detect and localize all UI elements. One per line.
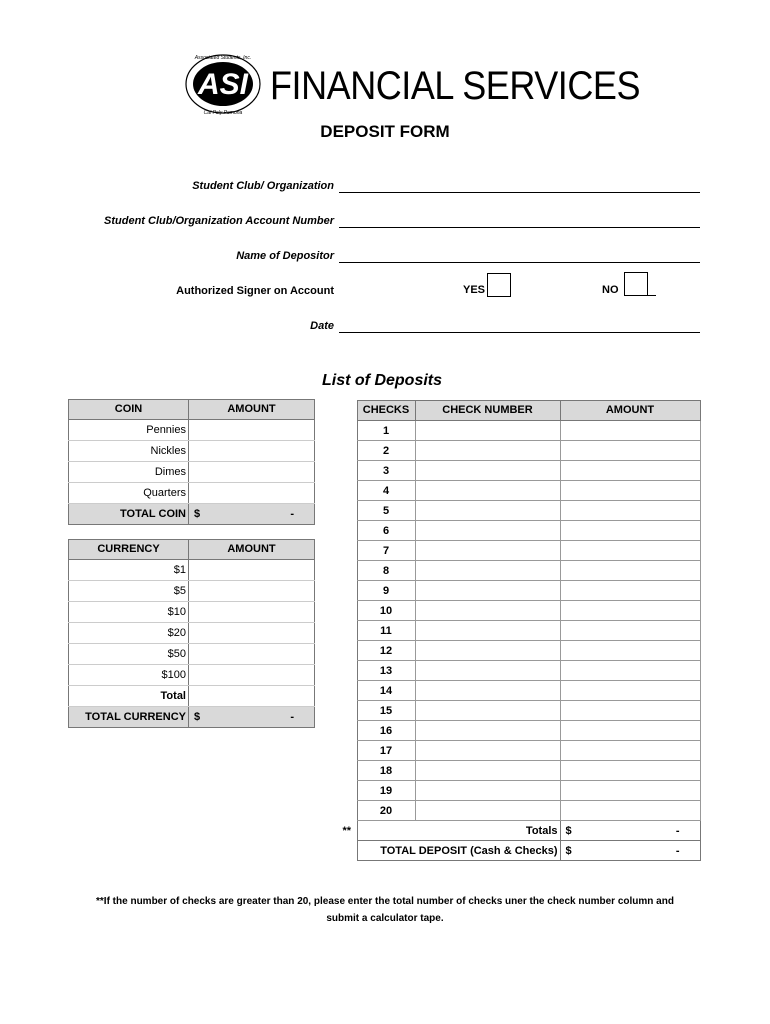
spacer-cell — [337, 481, 357, 501]
check-index: 9 — [357, 581, 415, 601]
currency-label: $1 — [69, 560, 189, 581]
spacer-cell — [337, 841, 357, 861]
footnote — [40, 893, 730, 927]
check-number-input[interactable] — [415, 421, 560, 441]
depositor-label: Name of Depositor — [236, 250, 334, 262]
spacer-cell — [337, 561, 357, 581]
check-amount-input[interactable] — [560, 441, 700, 461]
total-coin-value: - — [290, 507, 294, 520]
coin-amount-input[interactable] — [189, 420, 315, 441]
spacer-cell — [337, 741, 357, 761]
totals-cell — [560, 821, 700, 841]
check-number-input[interactable] — [415, 601, 560, 621]
table-row — [337, 581, 700, 601]
depositor-field[interactable] — [339, 262, 700, 263]
table-row — [69, 483, 315, 504]
table-row — [337, 781, 700, 801]
currency-amount-input[interactable] — [189, 686, 315, 707]
spacer-cell — [337, 801, 357, 821]
form-title: DEPOSIT FORM — [320, 122, 450, 141]
check-amount-input[interactable] — [560, 801, 700, 821]
table-row — [69, 602, 315, 623]
currency-symbol: $ — [565, 824, 572, 837]
check-number-input[interactable] — [415, 721, 560, 741]
spacer-cell — [337, 661, 357, 681]
coin-amount-input[interactable] — [189, 441, 315, 462]
total-currency-value: - — [290, 710, 294, 723]
check-number-input[interactable] — [415, 621, 560, 641]
coin-table — [68, 399, 315, 525]
no-underline — [647, 295, 656, 296]
table-row — [69, 686, 315, 707]
table-row — [337, 561, 700, 581]
check-amount-input[interactable] — [560, 761, 700, 781]
currency-symbol: $ — [194, 710, 201, 723]
spacer-cell — [337, 401, 357, 421]
spacer-cell — [337, 541, 357, 561]
currency-amount-input[interactable] — [189, 623, 315, 644]
spacer-cell — [337, 761, 357, 781]
check-index: 6 — [357, 521, 415, 541]
currency-amount-input[interactable] — [189, 665, 315, 686]
currency-symbol: $ — [565, 844, 572, 857]
check-amount-input[interactable] — [560, 541, 700, 561]
coin-label: Pennies — [69, 420, 189, 441]
no-label: NO — [602, 284, 619, 296]
check-number-input[interactable] — [415, 561, 560, 581]
check-number-input[interactable] — [415, 761, 560, 781]
currency-header-row — [69, 540, 315, 560]
check-index: 1 — [357, 421, 415, 441]
table-row — [69, 441, 315, 462]
check-number-input[interactable] — [415, 801, 560, 821]
spacer-cell — [337, 521, 357, 541]
yes-checkbox[interactable] — [487, 273, 511, 297]
check-amount-input[interactable] — [560, 681, 700, 701]
check-amount-input[interactable] — [560, 741, 700, 761]
total-coin-cell — [189, 504, 315, 525]
check-index: 7 — [357, 541, 415, 561]
spacer-cell — [337, 641, 357, 661]
check-amount-input[interactable] — [560, 501, 700, 521]
check-number-input[interactable] — [415, 641, 560, 661]
logo-text: ASI — [197, 68, 249, 101]
footnote-line-1: **If the number of checks are greater than 20, please enter the total number of checks uner the check number column and — [96, 896, 674, 907]
date-field[interactable] — [339, 332, 700, 333]
checks-header-row — [337, 401, 700, 421]
spacer-cell — [337, 441, 357, 461]
table-row — [337, 761, 700, 781]
check-index: 17 — [357, 741, 415, 761]
currency-amount-input[interactable] — [189, 644, 315, 665]
date-label: Date — [310, 320, 334, 332]
total-deposit-label: TOTAL DEPOSIT (Cash & Checks) — [357, 841, 560, 861]
spacer-cell — [337, 721, 357, 741]
table-row — [69, 623, 315, 644]
check-amount-input[interactable] — [560, 421, 700, 441]
check-index: 3 — [357, 461, 415, 481]
check-number-header: CHECK NUMBER — [415, 401, 560, 421]
yes-label: YES — [463, 284, 486, 296]
coin-amount-input[interactable] — [189, 483, 315, 504]
check-index: 19 — [357, 781, 415, 801]
check-number-input[interactable] — [415, 521, 560, 541]
check-number-input[interactable] — [415, 541, 560, 561]
check-index: 20 — [357, 801, 415, 821]
logo-ring-top: Associated Students, Inc. — [194, 55, 252, 61]
check-index: 14 — [357, 681, 415, 701]
check-number-input[interactable] — [415, 701, 560, 721]
table-row — [69, 560, 315, 581]
check-amount-input[interactable] — [560, 641, 700, 661]
check-number-input[interactable] — [415, 501, 560, 521]
check-number-input[interactable] — [415, 581, 560, 601]
check-index: 8 — [357, 561, 415, 581]
spacer-cell — [337, 421, 357, 441]
table-row — [337, 441, 700, 461]
club-field[interactable] — [339, 192, 700, 193]
check-index: 10 — [357, 601, 415, 621]
currency-amount-header: AMOUNT — [189, 540, 315, 560]
currency-label: Total — [69, 686, 189, 707]
total-deposit-cell — [560, 841, 700, 861]
authorized-signer-label: Authorized Signer on Account — [176, 285, 334, 297]
table-row — [337, 481, 700, 501]
spacer-cell — [337, 581, 357, 601]
check-number-input[interactable] — [415, 741, 560, 761]
check-number-input[interactable] — [415, 781, 560, 801]
currency-amount-input[interactable] — [189, 560, 315, 581]
total-deposit-row — [337, 841, 700, 861]
currency-amount-input[interactable] — [189, 581, 315, 602]
table-row — [337, 521, 700, 541]
spacer-cell — [337, 461, 357, 481]
check-index: 4 — [357, 481, 415, 501]
check-number-input[interactable] — [415, 481, 560, 501]
total-currency-label: TOTAL CURRENCY — [69, 707, 189, 728]
check-number-input[interactable] — [415, 681, 560, 701]
check-number-input[interactable] — [415, 461, 560, 481]
table-row — [337, 721, 700, 741]
checks-header: CHECKS — [357, 401, 415, 421]
table-row — [337, 601, 700, 621]
check-amount-input[interactable] — [560, 481, 700, 501]
check-index: 18 — [357, 761, 415, 781]
check-amount-input[interactable] — [560, 721, 700, 741]
coin-amount-input[interactable] — [189, 462, 315, 483]
spacer-cell — [337, 701, 357, 721]
check-index: 16 — [357, 721, 415, 741]
total-coin-label: TOTAL COIN — [69, 504, 189, 525]
table-row — [337, 741, 700, 761]
check-amount-input[interactable] — [560, 621, 700, 641]
check-amount-input[interactable] — [560, 661, 700, 681]
note-marker: ** — [342, 824, 352, 837]
check-amount-input[interactable] — [560, 521, 700, 541]
currency-table — [68, 539, 315, 728]
table-row — [337, 621, 700, 641]
table-row — [337, 501, 700, 521]
currency-header: CURRENCY — [69, 540, 189, 560]
table-row — [69, 462, 315, 483]
coin-label: Dimes — [69, 462, 189, 483]
check-amount-input[interactable] — [560, 561, 700, 581]
totals-value: - — [675, 824, 680, 837]
currency-symbol: $ — [194, 507, 201, 520]
table-row — [69, 581, 315, 602]
club-label: Student Club/ Organization — [192, 180, 334, 192]
table-row — [337, 661, 700, 681]
table-row — [69, 420, 315, 441]
check-index: 12 — [357, 641, 415, 661]
coin-header-row — [69, 400, 315, 420]
table-row — [337, 701, 700, 721]
check-index: 13 — [357, 661, 415, 681]
spacer-cell — [337, 601, 357, 621]
checks-table — [337, 400, 701, 861]
currency-amount-input[interactable] — [189, 602, 315, 623]
currency-label: $5 — [69, 581, 189, 602]
coin-header: COIN — [69, 400, 189, 420]
table-row — [69, 665, 315, 686]
list-title: List of Deposits — [322, 372, 443, 389]
spacer-cell — [337, 681, 357, 701]
table-row — [337, 801, 700, 821]
check-amount-input[interactable] — [560, 581, 700, 601]
table-row — [337, 461, 700, 481]
check-amount-header: AMOUNT — [560, 401, 700, 421]
account-number-label: Student Club/Organization Account Number — [104, 215, 334, 227]
check-amount-input[interactable] — [560, 781, 700, 801]
spacer-cell — [337, 501, 357, 521]
total-currency-cell — [189, 707, 315, 728]
table-row — [337, 681, 700, 701]
check-number-input[interactable] — [415, 441, 560, 461]
check-index: 5 — [357, 501, 415, 521]
account-number-field[interactable] — [339, 227, 700, 228]
currency-label: $10 — [69, 602, 189, 623]
coin-label: Nickles — [69, 441, 189, 462]
coin-total-row — [69, 504, 315, 525]
currency-label: $20 — [69, 623, 189, 644]
footnote-line-2: submit a calculator tape. — [326, 913, 444, 924]
check-index: 15 — [357, 701, 415, 721]
logo-ring-bottom: Cal Poly Pomona — [203, 110, 243, 116]
coin-amount-header: AMOUNT — [189, 400, 315, 420]
spacer-cell — [337, 621, 357, 641]
asi-logo — [183, 52, 263, 116]
table-row — [337, 421, 700, 441]
currency-label: $50 — [69, 644, 189, 665]
check-amount-input[interactable] — [560, 701, 700, 721]
check-index: 11 — [357, 621, 415, 641]
total-deposit-value: - — [675, 844, 680, 857]
totals-label: Totals — [357, 821, 560, 841]
check-amount-input[interactable] — [560, 461, 700, 481]
table-row — [337, 541, 700, 561]
no-checkbox[interactable] — [624, 272, 648, 296]
spacer-cell — [337, 781, 357, 801]
coin-label: Quarters — [69, 483, 189, 504]
check-amount-input[interactable] — [560, 601, 700, 621]
table-row — [337, 641, 700, 661]
currency-label: $100 — [69, 665, 189, 686]
check-index: 2 — [357, 441, 415, 461]
check-number-input[interactable] — [415, 661, 560, 681]
brand-title: FINANCIAL SERVICES — [270, 64, 641, 108]
table-row — [69, 644, 315, 665]
currency-total-row — [69, 707, 315, 728]
totals-row — [337, 821, 700, 841]
